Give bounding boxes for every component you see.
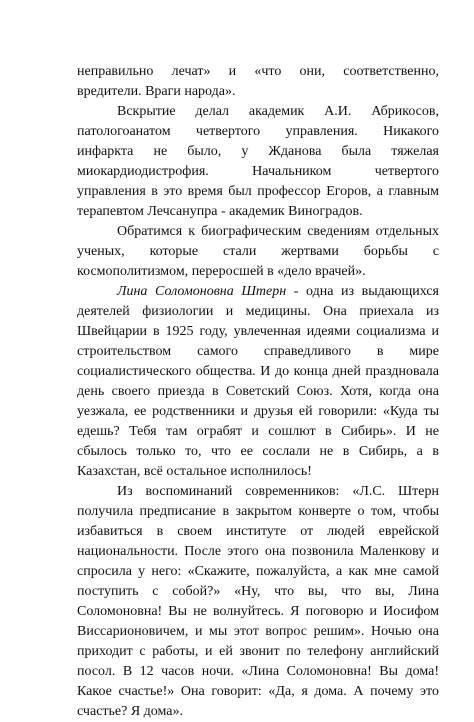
text-line: космополитизмом, переросшей в «дело врачей». bbox=[77, 264, 366, 279]
text-line: сбылось только то, что ее сослали не в Сибирь, а в bbox=[77, 444, 439, 459]
text-line: инфаркта не было, у Жданова была тяжелая bbox=[77, 144, 439, 159]
text-line: Виссарионовичем, и мы этот вопрос решим». Ночью она bbox=[77, 624, 439, 639]
text-line: Казахстан, всё остальное исполнилось! bbox=[77, 464, 312, 479]
paragraph bbox=[77, 102, 439, 222]
text-fragment: - одна из выдающихся bbox=[286, 284, 439, 299]
text-line: управления в это время был профессор Егоров, а главным bbox=[77, 184, 439, 199]
text-line: Из воспоминаний современников: «Л.С. Штерн bbox=[117, 484, 439, 499]
text-line: терапевтом Лечсанупра - академик Виноградов. bbox=[77, 204, 363, 219]
text-line: Вскрытие делал академик А.И. Абрикосов, bbox=[117, 104, 439, 119]
text-line: посол. В 12 часов ночи. «Лина Соломоновна! Вы дома! bbox=[77, 664, 439, 679]
text-line: уезжала, ее родственники и друзья ей говорили: «Куда ты bbox=[77, 404, 439, 419]
paragraph bbox=[77, 482, 439, 722]
text-line: национальности. После этого она позвонила Маленкову и bbox=[77, 544, 439, 559]
text-line: счастье? Я дома». bbox=[77, 704, 184, 719]
text-line: миокардиодистрофия. Начальником четвертого bbox=[77, 164, 439, 179]
paragraph bbox=[77, 222, 439, 282]
text-line: социалистического общества. И до конца дней праздновала bbox=[77, 364, 439, 379]
text-line: поступить с собой?» «Ну, что вы, что вы, Лина bbox=[77, 584, 439, 599]
text-line: неправильно лечат» и «что они, соответственно, bbox=[77, 64, 439, 79]
text-line: ученых, которые стали жертвами борьбы с bbox=[77, 244, 439, 259]
text-line: избавиться в своем институте от людей еврейской bbox=[77, 524, 439, 539]
text-line: деятелей физиологии и медицины. Она приехала из bbox=[77, 304, 439, 319]
text-line: получила предписание в закрытом конверте о том, чтобы bbox=[77, 504, 439, 519]
text-line: строительством самого справедливого в мире bbox=[77, 344, 439, 359]
paragraph bbox=[77, 282, 439, 482]
text-line: вредители. Враги народа». bbox=[77, 84, 236, 99]
text-line: Швейцарии в 1925 году, увлеченная идеями социализма и bbox=[77, 324, 439, 339]
text-line: спросила у него: «Скажите, пожалуйста, а как мне самой bbox=[77, 564, 439, 579]
text-line: Какое счастье!» Она говорит: «Да, я дома. А почему это bbox=[77, 684, 439, 699]
text-line: приходит с работы, и ей звонит по телефону английский bbox=[77, 644, 439, 659]
person-name: Лина Соломоновна Штерн bbox=[117, 284, 287, 299]
text-line: Обратимся к биографическим сведениям отдельных bbox=[117, 224, 439, 239]
text-line: день своего приезда в Советский Союз. Хотя, когда она bbox=[77, 384, 439, 399]
text-line bbox=[77, 282, 439, 302]
text-line: патологоанатом четвертого управления. Никакого bbox=[77, 124, 439, 139]
document-page bbox=[77, 62, 439, 722]
text-line: едешь? Тебя там ограбят и сошлют в Сибирь». И не bbox=[77, 424, 439, 439]
text-line: Соломоновна! Вы не волнуйтесь. Я поговорю и Иосифом bbox=[77, 604, 439, 619]
paragraph bbox=[77, 62, 439, 102]
